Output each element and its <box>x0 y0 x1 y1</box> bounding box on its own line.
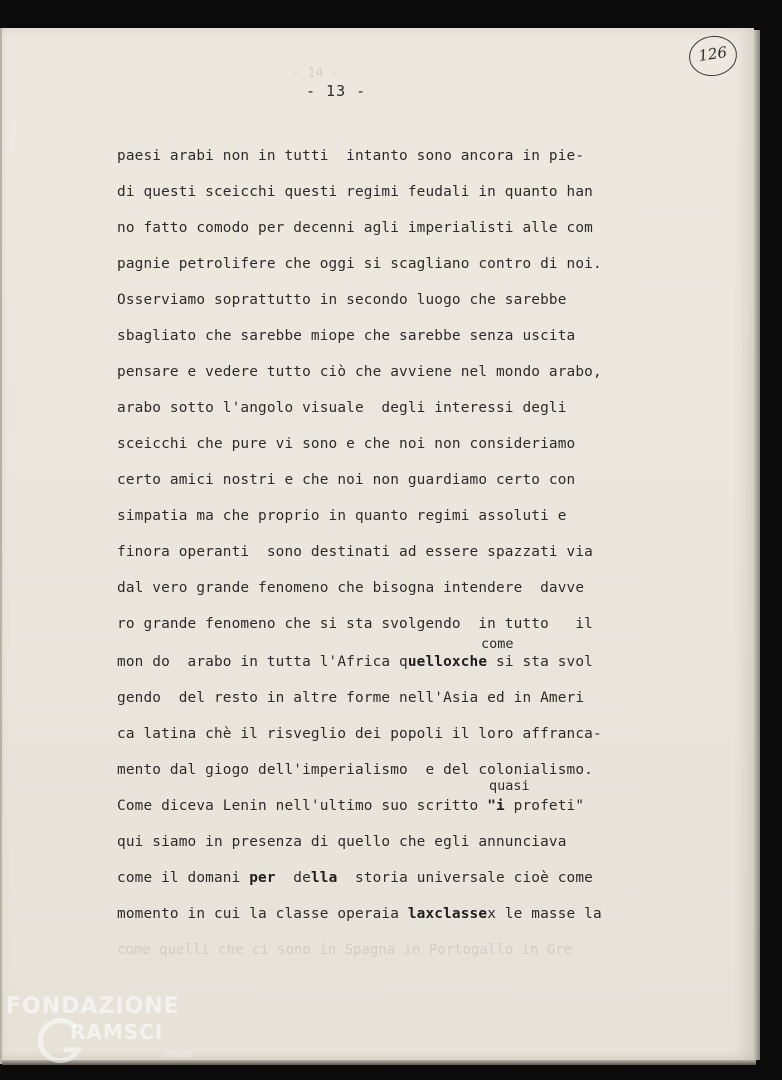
interlinear-insertion: come <box>481 636 514 652</box>
text-line: arabo sotto l'angolo visuale degli interessi degli <box>117 400 567 416</box>
text-line: momento in cui la classe operaia laxclassex le masse la <box>117 906 602 922</box>
text-line: pensare e vedere tutto ciò che avviene nel mondo arabo, <box>117 364 602 380</box>
fondazione-gramsci-watermark <box>6 994 196 1074</box>
ghost-page-number: - 14 - <box>292 66 339 81</box>
text-line: ca latina chè il risveglio dei popoli il loro affranca- <box>117 726 602 742</box>
struck-text: "i <box>487 798 505 814</box>
text-line: di questi sceicchi questi regimi feudali in quanto han <box>117 184 593 200</box>
text-line: ro grande fenomeno che si sta svolgendo in tutto il <box>117 616 593 632</box>
watermark-line2: RAMSCI <box>70 1020 164 1044</box>
text-line: simpatia ma che proprio in quanto regimi assoluti e <box>117 508 567 524</box>
text-line: dal vero grande fenomeno che bisogna intendere davve <box>117 580 585 596</box>
struck-text: per <box>249 870 276 886</box>
folio-number: 126 <box>697 43 729 65</box>
watermark-line1: FONDAZIONE <box>6 994 180 1019</box>
struck-text: uelloxche <box>407 654 488 670</box>
text-line: qui siamo in presenza di quello che egli annunciava <box>117 834 567 850</box>
text-line: certo amici nostri e che noi non guardiamo certo con <box>117 472 576 488</box>
text-line: sceicchi che pure vi sono e che noi non consideriamo <box>117 436 576 452</box>
page-number: - 13 - <box>306 82 367 100</box>
page-right-edge <box>754 30 760 1060</box>
bleed-through-text: come quelli che ci sono in Spagna in Portogallo in Gre <box>117 942 573 958</box>
text-line: sbagliato che sarebbe miope che sarebbe senza uscita <box>117 328 576 344</box>
watermark-small: onlus <box>164 1049 191 1060</box>
interlinear-insertion: quasi <box>489 778 530 794</box>
text-line: Come diceva Lenin nell'ultimo suo scritto "i profeti" <box>117 798 585 814</box>
text-line: mento dal giogo dell'imperialismo e del colonialismo. <box>117 762 593 778</box>
text-line: mon do arabo in tutta l'Africa quelloxche si sta svol <box>117 654 593 670</box>
struck-text: laxclasse <box>407 906 488 922</box>
text-line: pagnie petrolifere che oggi si scagliano contro di noi. <box>117 256 602 272</box>
text-line: paesi arabi non in tutti intanto sono ancora in pie- <box>117 148 585 164</box>
text-line: Osserviamo soprattutto in secondo luogo che sarebbe <box>117 292 567 308</box>
text-line: no fatto comodo per decenni agli imperialisti alle com <box>117 220 593 236</box>
text-line: finora operanti sono destinati ad essere spazzati via <box>117 544 593 560</box>
text-line: come il domani per della storia universale cioè come <box>117 870 593 886</box>
struck-text: lla <box>310 870 338 886</box>
text-line: gendo del resto in altre forme nell'Asia ed in Ameri <box>117 690 585 706</box>
